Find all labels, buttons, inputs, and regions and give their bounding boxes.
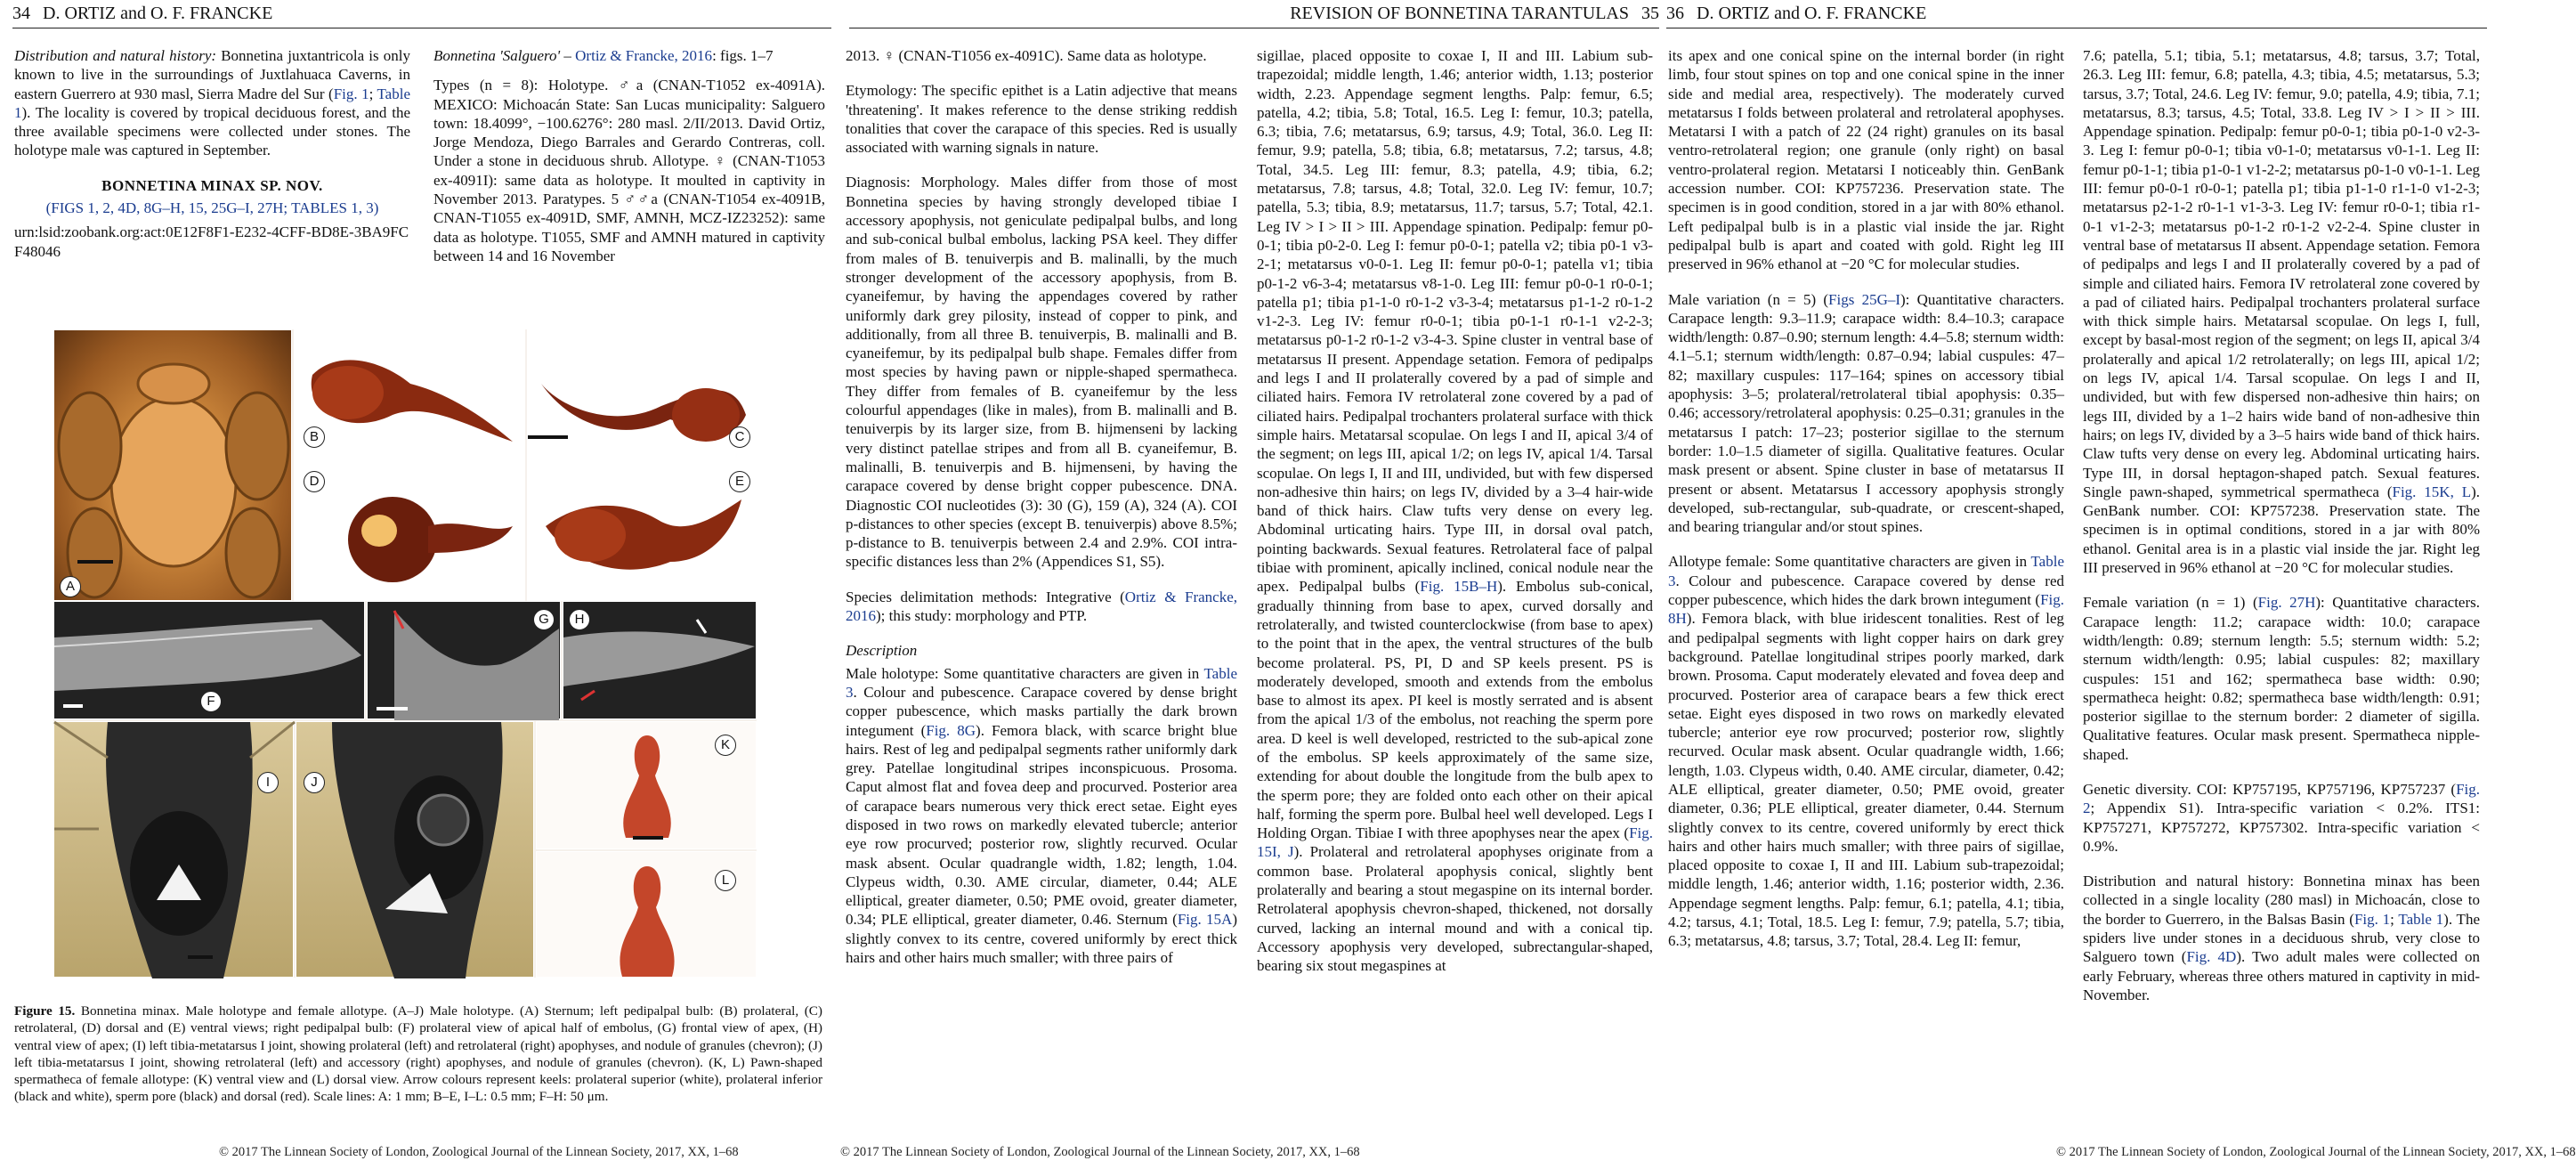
- panel-label-g: G: [533, 609, 555, 630]
- distribution-text-b: ). The spiders live under stones in a deciduous shrub, very close to Salguero town (: [2083, 910, 2480, 966]
- page-34: [0, 0, 837, 1169]
- etymology-paragraph: Etymology: The specific epithet is a Latin adjective that means 'threatening'. It makes reference to the dense striking reddish tonalities that cover the carapace of this species. Red is usually associated with warning signals in nature.: [846, 82, 1237, 157]
- caption-text: Bonnetina minax. Male holotype and female allotype. (A–J) Male holotype. (A) Sternum; left pedipalpal bulb: (B) prolateral, (C) retrolateral, (D) dorsal and (E) ventral views; right pedipalpal bulb: (F) prolateral view of apical half of embolus, (G) frontal view of apex, (H) ventral view of apex; (I) left tibia-metatarsus I joint, showing prolateral (left) and retrolateral (right) apophyses, and nodule of granules (chevron); (J) left tibia-metatarsus I joint, showing retrolateral (left) and accessory (right) apophyses, and nodule of granules (chevron). (K, L) Pawn-shaped spermatheca of female allotype: (K) ventral view and (L) dorsal view. Arrow colours represent keels: prolateral superior (white), prolateral inferior (black and white), sperm pore (black) and dorsal (red). Scale lines: A: 1 mm; B–E, I–L: 0.5 mm; F–H: 50 μm.: [14, 1003, 822, 1105]
- bulb-image-e: [528, 464, 757, 602]
- description-heading-text: Description: [846, 642, 918, 660]
- bulb-image-d: [295, 464, 526, 602]
- synonym-line: [433, 46, 825, 65]
- holotype-text-d: ) slightly convex to its centre, covered uniformly by erect thick hairs and other hairs much smaller; with three pairs of: [846, 911, 1237, 967]
- genetic-text-b: ; Appendix S1). Intra-specific variation < 0.2%. ITS1: KP757271, KP757272, KP757302. Intra-specific variation < 0.9%.: [2083, 800, 2480, 855]
- types-paragraph: Types (n = 8): Holotype. ♂a (CNAN-T1052 ex-4091A). MEXICO: Michoacán State: San Lucas municipality: Salguero town: 18.4099°, −100.6276°: 280 masl. 2/II/2013. David Ortiz, Jorge Mendoza, Diego Barrales and Gerardo Contreras, coll. Under a stone in deciduous shrub. Allotype. ♀ (CNAN-T1053 ex-4091I): same data as holotype. It moulted in captivity in November 2013. Paratypes. 5 ♂♂a (CNAN-T1054 ex-4091B, CNAN-T1055 ex-4091D, SMF, AMNH, MCZ-IZ23252): same data as holotype. T1055, SMF and AMNH matured in captivity between 14 and 16 November: [433, 77, 825, 264]
- column-left-2: [433, 46, 825, 313]
- species-figure-refs[interactable]: (FIGS 1, 2, 4D, 8G–H, 15, 25G–I, 27H; TABLES 1, 3): [45, 199, 379, 217]
- holotype-continued: [1257, 46, 1653, 976]
- fig15a-link[interactable]: Fig. 15A: [1177, 911, 1233, 929]
- allotype-text-c: ). Femora black, with blue iridescent tonalities. Rest of leg and pedipalpal segments with light copper hairs on dark grey background. Patellae longitudinal stripes poorly marked, dark brown. Prosoma. Caput moderately elevated and fovea deep and procurved. Posterior area of carapace bears a few thick erect setae. Eight eyes disposed in two rows on markedly elevated tubercle; anterior eye row procurved; posterior row, slightly recurved. Ocular mask absent. Ocular quadrangle width, 1.66; length, 1.03. Clypeus width, 0.40. AME circular, diameter, 0.42; ALE elliptical, greater diameter, 0.50; PME ovoid, greater diameter, 0.36; PLE elliptical, greater diameter, 0.44. Sternum slightly convex to its centre, covered uniformly by erect thick hairs and other hairs much smaller; with three pairs of sigillae, placed opposite to coxae I, II and III. Labium sub-trapezoidal; middle length, 1.46; anterior width, 1.16; posterior width, 2.36. Appendage segment lengths. Palp: femur, 6.1; patella, 4.1; tibia, 4.2; tarsus, 4.1; Total, 18.5. Leg I: femur, 7.9; patella, 5.7; tibia, 6.3; metatarsus, 4.8; tarsus, 3.7; Total, 28.4. Leg II: femur,: [1668, 610, 2064, 950]
- delimitation-text: Species delimitation methods: Integrative (: [846, 588, 1125, 605]
- diagnosis-paragraph: Diagnosis: Morphology. Males differ from those of most Bonnetina species by having strongly developed tibiae I accessory apophysis, not geniculate pedipalpal bulbs, and long and sub-conical bulbal embolus, lacking PSA keel. They differ from males of B. tenuiverpis and B. malinalli, by the much stronger development of the accessory apophysis, from B. cyaneifemur, by having the appendages covered by rather uniformly dark grey pilosity, instead of copper to pink, and additionally, from all three B. tenuiverpis, B. malinalli and B. cyaneifemur, by its pedipalpal bulb shape. Females differ from most species by having pawn or nipple-shaped spermatheca. They differ from females of B. cyaneifemur by the less colourful appendages (like in males), from B. malinalli and B. tenuiverpis by its larger size, from B. hijmenseni by lacking very distinct patellae stripes and from all B. cyaneifemur, B. malinalli, B. tenuiverpis and B. hijmenseni, by having the carapace covered by dense bright copper pubescence. DNA. Diagnostic COI nucleotides (3): 30 (G), 159 (A), 324 (A). COI p-distances to other species (except B. tenuiverpis) above 8.5%; p-distance to B. tenuiverpis between 2.4 and 2.9%. COI intra-specific distances less than 2% (Appendices S1, S5).: [846, 174, 1237, 571]
- fig4d-link[interactable]: Fig. 4D: [2186, 948, 2237, 966]
- panel-d-bulb-dorsal: [294, 463, 525, 601]
- panel-i-tibia-joint: [53, 721, 294, 978]
- header-authors: D. ORTIZ and O. F. FRANCKE: [1697, 4, 1927, 23]
- holotype-text-b: . Colour and pubescence. Carapace covered by dense bright copper pubescence, which masks partially the dark brown integument (: [846, 683, 1237, 739]
- synonym-end: : figs. 1–7: [712, 47, 774, 64]
- panel-l-spermatheca-dorsal: [536, 851, 757, 978]
- figs25gi-link[interactable]: Figs 25G–I: [1828, 290, 1901, 308]
- header-title: REVISION OF BONNETINA TARANTULAS: [1290, 4, 1629, 23]
- caption-label: Figure 15.: [14, 1003, 76, 1019]
- separator: ;: [2390, 910, 2399, 928]
- panel-label-i: I: [257, 772, 279, 793]
- panel-a-sternum: [53, 329, 292, 601]
- male-variation-text-b: ): Quantitative characters. Carapace length: 9.3–11.9; carapace width: 8.4–10.3; carapace width/length: 0.87–0.90; sternum length: 4.4–5.8; sternum width: 4.1–5.1; sternum width/length: 0.87–0.94; labial cuspules: 47–82; maxillary cuspules: 117–164; spines on accessory tibial apophysis: 3–5; prolateral/retrolateral tibial apophysis: 0.35–0.46; accessory/retrolateral apophysis: 0.25–0.31; granules in the metatarsus I patch: 17–23; posterior sigillae to the sternum border: 1.0–1.5 diameter of sigilla. Qualitative features. Ocular mask present or absent. Spine cluster in base of metatarsus II present or absent. Metatarsus I accessory apophysis strongly developed, sub-rectangular, sub-quadrate, or crescent-shaped, and bearing triangular and/or stout spines.: [1668, 290, 2065, 536]
- page-footer: © 2017 The Linnean Society of London, Zoological Journal of the Linnean Society, 2017, XX, 1–68: [840, 1144, 1360, 1159]
- bulb-image-c: [528, 330, 757, 464]
- delimitation-paragraph: [846, 588, 1237, 626]
- distribution-text: Bonnetina juxtantricola is only known to live in the surroundings of Juxtlahuaca Caverns, in eastern Guerrero at 930 masl, Sierra Madre del Sur (: [14, 47, 410, 102]
- table1-link[interactable]: Table 1: [2398, 910, 2444, 928]
- panel-label-l: L: [715, 870, 736, 891]
- panel-f-sem-embolus: [53, 601, 365, 719]
- panel-label-c: C: [729, 426, 750, 448]
- description-heading: [846, 641, 1237, 660]
- section-label: Distribution and natural history:: [14, 47, 222, 64]
- header-authors: D. ORTIZ and O. F. FRANCKE: [43, 4, 273, 23]
- running-header: [1666, 2, 2487, 28]
- panel-label-k: K: [715, 735, 736, 756]
- column-middle-1: [846, 46, 1237, 1131]
- column-right-2: [2083, 46, 2480, 1131]
- panel-g-sem-apex-frontal: [367, 601, 561, 719]
- fig1-link[interactable]: Fig. 1: [2353, 910, 2391, 928]
- sem-image-h: [563, 602, 757, 720]
- ortiz-francke-2016-link[interactable]: Ortiz & Francke, 2016: [575, 47, 713, 64]
- separator: ;: [369, 85, 377, 102]
- bulb-image-b: [295, 330, 526, 464]
- distribution-text-end: ). The locality is covered by tropical deciduous forest, and the three available specimens were collected under stones. The holotype male was captured in September.: [14, 103, 410, 159]
- ortiz-francke-2016-link[interactable]: Ortiz & Francke, 2016: [846, 588, 1237, 625]
- fig8h-link[interactable]: Fig. 8H: [1668, 591, 2064, 628]
- panel-label-h: H: [569, 609, 590, 630]
- zoobank-urn: urn:lsid:zoobank.org:act:0E12F8F1-E232-4CFF-BD8E-3BA9FCF48046: [14, 223, 409, 260]
- holotype-text-a: Male holotype: Some quantitative characters are given in: [846, 664, 1204, 682]
- distribution-paragraph: [2083, 872, 2480, 1004]
- page-36: [1665, 0, 2576, 1169]
- panel-b-bulb-prolateral: [294, 329, 525, 463]
- genetic-text-a: Genetic diversity. COI: KP757195, KP757196, KP757237 (: [2083, 780, 2457, 798]
- fig2-link[interactable]: Fig. 2: [2083, 780, 2480, 817]
- fig8g-link[interactable]: Fig. 8G: [926, 721, 976, 739]
- page-footer: © 2017 The Linnean Society of London, Zoological Journal of the Linnean Society, 2017, XX, 1–68: [2056, 1144, 2576, 1159]
- distribution-paragraph: [14, 46, 410, 160]
- distribution-text-c: ). Two adult males were collected on early February, whereas three others matured in captivity in mid-November.: [2083, 948, 2480, 1003]
- male-holotype-paragraph: [846, 664, 1237, 968]
- panel-e-bulb-ventral: [527, 463, 757, 601]
- column-right-1: [1668, 46, 2064, 1131]
- panel-label-f: F: [200, 691, 222, 712]
- tibia-image-i: [54, 722, 295, 978]
- panel-c-bulb-retrolateral: [527, 329, 757, 463]
- species-heading: BONNETINA MINAX SP. NOV.: [101, 176, 323, 194]
- female-variation-text-a: Female variation (n = 1) (: [2083, 594, 2258, 612]
- panel-label-j: J: [304, 772, 325, 793]
- running-header: [849, 2, 1659, 28]
- distribution-text-a: Distribution and natural history: Bonnetina minax has been collected in a single locality (280 masl) in Michoacán, close to the border to Guerrero, in the Balsas Basin (: [2083, 873, 2480, 928]
- synonym-name: Bonnetina 'Salguero' –: [433, 47, 576, 64]
- table3-link[interactable]: Table 3: [1668, 553, 2064, 589]
- table1-link[interactable]: Table 1: [14, 85, 410, 121]
- page-number: 35: [1641, 4, 1659, 23]
- column-left-1: [14, 46, 410, 313]
- panel-label-e: E: [729, 471, 750, 492]
- allotype-continued-text: 7.6; patella, 5.1; tibia, 5.1; metatarsus, 4.8; tarsus, 3.7; Total, 26.3. Leg III: femur, 6.8; patella, 4.3; tibia, 4.5; metatarsus, 5.3; tarsus, 3.7; Total, 24.6. Leg IV: femur, 9.0; patella, 4.9; tibia, 7.1; metatarsus, 8.3; tarsus, 4.5; Total, 33.8. Leg IV > I > II > III. Appendage spination. Pedipalp: femur p0-0-1; tibia p0-1-0 v2-3-3. Leg I: femur p0-0-1; tibia v0-1-0; metatarsus v0-1-1. Leg II: femur p0-1-1; tibia p1-0-1 v1-2-2; metatarsus p0-1-0 v0-1-1. Leg III: femur p0-0-1 r0-0-1; patella p1; tibia p1-1-0 r1-1-0 v1-2-3; metatarsus p2-1-2 r0-1-1 v1-3-3. Leg IV: femur r0-0-1; tibia r1-0-1 v1-2-3; metatarsus p0-1-2 r0-1-2 v2-2-4. Spine cluster in ventral base of metatarsus II absent. Appendage setation. Femora of pedipalps and legs I and II prolaterally covered by a pad of simple and ciliated hairs. Femora IV retrolateral zone covered by a pad of ciliated hairs. Pedipalpal trochanters prolateral surface with thick simple hairs. Metatarsal scopulae. On legs I, full, except by basal-most region of the segment; on legs II, apical 3/4 prolaterally and apical 1/2 retrolaterally; on legs III, apical 1/2; on legs IV, apical 1/4. Tarsal scopulae. On legs I and II, undivided, but with few dispersed non-adhesive thin hairs; on legs III, divided by a 1–2 hairs wide band of non-adhesive thin hairs; on legs IV, divided by a 3–5 hairs wide band of thick hairs. Claw tufts very dense on every leg. Abdominal urticating hairs. Type III, in dorsal heptagon-shaped patch. Sexual features. Single pawn-shaped, symmetrical spermatheca (: [2083, 47, 2480, 500]
- genetic-diversity-paragraph: [2083, 780, 2480, 856]
- fig15bh-link[interactable]: Fig. 15B–H: [1420, 578, 1498, 596]
- running-header: [12, 2, 831, 28]
- sternum-image: [54, 330, 293, 602]
- allotype-female-paragraph: [1668, 552, 2064, 950]
- male-variation-text-a: Male variation (n = 5) (: [1668, 290, 1829, 308]
- table3-link[interactable]: Table 3: [846, 664, 1237, 701]
- page-number: 34: [12, 4, 30, 23]
- page-footer: © 2017 The Linnean Society of London, Zoological Journal of the Linnean Society, 2017, XX, 1–68: [219, 1144, 739, 1159]
- fig15ij-link[interactable]: Fig. 15I, J: [1257, 824, 1653, 861]
- female-variation-paragraph: [2083, 593, 2480, 764]
- panel-label-b: B: [304, 426, 325, 448]
- continued-text-a: sigillae, placed opposite to coxae I, II and III. Labium sub-trapezoidal; middle length, 1.46; anterior width, 1.13; posterior width, 2.23. Appendage segment lengths. Palp: femur, 6.5; patella, 4.2; tibia, 5.8; Total, 16.5. Leg I: femur, 10.3; patella, 6.3; tibia, 7.6; metatarsus, 6.9; tarsus, 4.9; Total, 36.0. Leg II: femur, 9.9; patella, 5.8; tibia, 6.8; metatarsus, 7.2; tarsus, 4.8; Total, 34.5. Leg III: femur, 8.3; patella, 4.9; tibia, 6.2; metatarsus, 7.8; tarsus, 4.8; Total, 32.0. Leg IV: femur, 10.7; patella, 5.3; tibia, 8.9; metatarsus, 11.7; tarsus, 5.7; Total, 42.1. Leg IV > I > II > III. Appendage spination. Pedipalp: femur p0-0-1; tibia p0-2-0. Leg I: femur p0-0-1; patella v2; tibia p0-1 v3-2-1; metatarsus v0-0-1. Leg II: femur p0-0-1; patella v1; tibia p0-1-2 v6-3-4; metatarsus v8-1-0. Leg III: femur p0-0-1 r0-0-1; patella p1; tibia p1-1-0 r0-1-2 v3-3-4; metatarsus p1-1-2 r0-1-2 v1-2-3. Leg IV: femur r0-0-1; tibia p0-1-1 r0-1-1 v2-2-3; metatarsus p0-1-2 r0-1-2 v3-4-3. Spine cluster in ventral base of metatarsus II present. Appendage setation. Femora of pedipalps and legs I and II prolaterally covered by a pad of simple and ciliated hairs. Femora IV retrolateral zone covered by a pad of ciliated hairs. Pedipalpal trochanters prolateral surface with thick simple hairs. Metatarsal scopulae. On legs I and II, apical 3/4 of the segment; on legs III, apical 1/2; on legs IV, apical 1/4. Tarsal scopulae. On legs I, II and III, undivided, but with few dispersed non-adhesive thin hairs; on legs IV, divided by a 3–4 hair-wide band of thick hairs. Claw tufts very dense on every leg. Abdominal urticating hairs. Type III, in dorsal oval patch, pointing backwards. Sexual features. Retrolateral face of palpal tibiae with prominent, apically inclined, conical nodule near the apex. Pedipalpal bulbs (: [1257, 47, 1653, 596]
- continued-text-b: ). Embolus sub-conical, gradually thinning from base to apex, curved dorsally and retrolaterally, and twisted counterclockwise (from base to apex) to the point that in the apex, the ventral structures of the bulb become prolateral. PS, PI, D and SP keels present. PS is moderately developed, smooth and extends from the embolus base to almost its apex. PI keel is mostly serrated and is absent from the apical 1/3 of the embolus, not reaching the sperm pore area. D keel is well developed, restricted to the sub-apical zone of the embolus. SP keels approximately of the same size, extending for about double the longitude from the bulb apex to the sperm pore; they are folded onto each other on their apical half, forming the sperm pore. Bulbal heel well developed. Legs I Holding Organ. Tibiae I with three apophyses near the apex (: [1257, 578, 1654, 842]
- panel-k-spermatheca-ventral: [536, 721, 757, 849]
- continued-text-c: ). Prolateral and retrolateral apophyses originate from a common base. Prolateral apophysis conical, slightly bent prolaterally and bearing a stout megaspine on its internal border. Retrolateral apophysis chevron-shaped, thickened, not dorsally curved, lacking an internal mound and with a conical tip. Accessory apophysis very developed, subrectangular-shaped, bearing six stout megaspines at: [1257, 843, 1653, 975]
- panel-label-d: D: [304, 471, 325, 492]
- tibia-image-j: [296, 722, 535, 978]
- delimitation-text-end: ); this study: morphology and PTP.: [876, 607, 1088, 625]
- holotype-text-c: ). Femora black, with scarce bright blue hairs. Rest of leg and pedipalpal segments rather uniformly dark grey. Patellae longitudinal stripes inconspicuous. Prosoma. Caput almost flat and fovea deep and procurved. Posterior area of carapace bears numerous very thick erect setae. Eight eyes disposed in two rows on markedly elevated tubercle; anterior eye row procurved; posterior row, slightly recurved. Ocular mask absent. Ocular quadrangle width, 1.82; length, 1.04. Clypeus width, 0.30. AME circular, diameter, 0.44; ALE elliptical, greater diameter, 0.50; PME ovoid, greater diameter, 0.34; PLE elliptical, greater diameter, 0.46. Sternum (: [846, 721, 1237, 929]
- allotype-continued-end: ). GenBank number. COI: KP757238. Preservation state. The specimen is in optimal conditions, stored in a jar with 80% ethanol. Genital area is in a plastic vial inside the jar. Right leg III preserved in 96% ethanol at −20 °C for molecular studies.: [2083, 483, 2480, 577]
- page-35: [837, 0, 1665, 1169]
- male-variation-paragraph: [1668, 290, 2064, 537]
- female-variation-text-b: ): Quantitative characters. Carapace length: 11.2; carapace width: 10.0; carapace width/length: 0.89; sternum length: 5.5; sternum width: 5.2; sternum width/length: 0.95; labial cuspules: 82; maxillary cuspules: 151 and 162; spermatheca base width: 0.90; spermatheca height: 0.82; spermatheca base width/length: 0.91; posterior sigillae to the sternum border: 2 diameter of sigilla. Qualitative features. Ocular mask present. Spermatheca nipple-shaped.: [2083, 594, 2480, 763]
- column-middle-2: [1257, 46, 1653, 1131]
- allotype-text-b: . Colour and pubescence. Carapace covered by dense red copper pubescence, which hides the dark brown integument (: [1668, 572, 2064, 609]
- panel-h-sem-apex-ventral: [563, 601, 757, 719]
- fig1-link[interactable]: Fig. 1: [333, 85, 369, 102]
- figure-15: [53, 329, 757, 978]
- fig15kl-link[interactable]: Fig. 15K, L: [2392, 483, 2472, 500]
- panel-j-tibia-joint: [296, 721, 534, 978]
- figure-caption: [14, 1003, 822, 1106]
- paratype-continued: 2013. ♀ (CNAN-T1056 ex-4091C). Same data as holotype.: [846, 47, 1207, 64]
- page-number: 36: [1666, 4, 1684, 23]
- holotype-end-paragraph: its apex and one conical spine on the internal border (in right limb, four stout spines on top and one conical spine in the inner side and medial area, respectively). The moderately curved metatarsus I folds between prolateral and retrolateral apophyses. Metatarsi I with a patch of 22 (24 right) granules on its basal ventro-retrolateral region; one granule (only right) on basal ventro-prolateral region. Metatarsi I noticeably thin. GenBank accession number. COI: KP757236. Preservation state. The specimen is in good condition, stored in a jar with 80% ethanol. Left pedipalpal bulb is in a plastic vial inside the jar. Right pedipalpal bulb is apart and coated with gold. Right leg III preserved in 96% ethanol at −20 °C for molecular studies.: [1668, 47, 2064, 273]
- allotype-text-a: Allotype female: Some quantitative characters are given in: [1668, 553, 2031, 571]
- fig27h-link[interactable]: Fig. 27H: [2257, 594, 2316, 612]
- allotype-continued: [2083, 46, 2480, 577]
- panel-label-a: A: [60, 576, 81, 597]
